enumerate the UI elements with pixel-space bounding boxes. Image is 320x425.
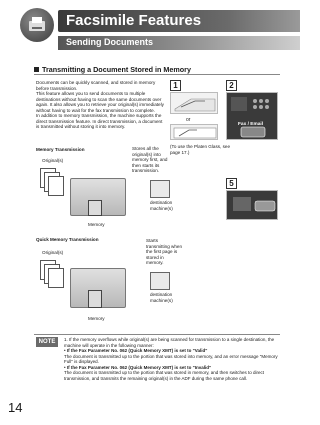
diagram1-memory-block	[88, 200, 102, 216]
intro-text	[36, 80, 164, 130]
platen-glass-illustration	[170, 124, 218, 140]
intro-p2: This feature allows you to send documents to multiple destinations without having to scan the same documents over again. It also allows you to retrieve your original(s) immediately without having to wait for the fax transmission to complete.	[36, 91, 164, 113]
step-2-badge: 2	[226, 80, 237, 91]
note-item-1b-heading: • If the Fax Parameter No. 062 (Quick Memory XMT) is set to "Invalid"	[64, 364, 212, 370]
page-subtitle: Sending Documents	[66, 37, 154, 47]
note-body	[64, 337, 284, 381]
diagram1-original-page	[48, 176, 64, 196]
intro-p3: In addition to memory transmission, the machine supports the direct transmission feature. In direct transmission, a document is transmitted without storing it into memory.	[36, 113, 163, 129]
subtitle-bar	[58, 36, 300, 50]
platen-note: (To use the Platen Glass, see page 17.)	[170, 144, 231, 155]
diagram2-memory-label: Memory	[88, 316, 105, 321]
note-item-1a-heading: • If the Fax Parameter No. 062 (Quick Memory XMT) is set to "Valid"	[64, 348, 208, 353]
memory-transmission-title: Memory Transmission	[36, 147, 85, 152]
diagram2-memory-block	[88, 290, 102, 308]
note-item-1: 1. If the memory overflows while original(s) are being scanned for transmission to a single destination, the machine will operate in the following manner:	[64, 337, 275, 348]
page-number: 14	[8, 400, 23, 415]
or-label: or	[186, 117, 191, 123]
diagram1-stores-text: Stores all the original(s) into memory first, and then starts its transmission.	[132, 146, 168, 173]
diagram2-original-page	[48, 268, 64, 288]
diagram1-originals-label: Original(s)	[42, 158, 64, 163]
section-divider	[34, 74, 280, 75]
step-5-badge: 5	[226, 178, 237, 189]
note-item-1b-body: The document is transmitted up to the portion that was stored in memory, and then switches to direct transmission, and transmits the remaining original(s) in the ADF during the same phone call.	[64, 370, 265, 381]
note-divider	[34, 334, 280, 335]
bullet-square-icon	[34, 67, 39, 72]
title-bar	[58, 10, 300, 32]
diagram2-originals-label: Original(s)	[42, 250, 64, 255]
step-1-badge: 1	[170, 80, 181, 91]
control-panel-illustration	[226, 92, 278, 140]
fax-section-icon	[20, 8, 54, 42]
diagram1-destination-machine	[150, 180, 170, 198]
diagram1-destination-label: destination machine(s)	[150, 200, 173, 211]
start-key-illustration	[226, 190, 278, 220]
section-title: Transmitting a Document Stored in Memory	[42, 65, 191, 74]
quick-memory-transmission-title: Quick Memory Transmission	[36, 237, 99, 242]
diagram2-starts-text: Starts transmitting when the first page is stored in memory.	[146, 238, 183, 265]
adf-loading-illustration	[170, 92, 218, 114]
intro-p1: Documents can be quickly scanned, and stored in memory before transmission.	[36, 80, 156, 91]
section-heading	[34, 65, 191, 74]
diagram2-destination-label: destination machine(s)	[150, 292, 173, 303]
diagram2-destination-machine	[150, 272, 170, 290]
fax-email-key-label: Fax / Email	[238, 122, 264, 127]
diagram1-memory-label: Memory	[88, 222, 105, 227]
page-header	[20, 6, 300, 58]
page-title: Facsimile Features	[66, 12, 202, 29]
note-item-1a-body: The document is transmitted up to the portion that was stored into memory, and an error message "Memory Full" is displayed.	[64, 353, 278, 364]
note-badge: NOTE	[36, 337, 58, 347]
